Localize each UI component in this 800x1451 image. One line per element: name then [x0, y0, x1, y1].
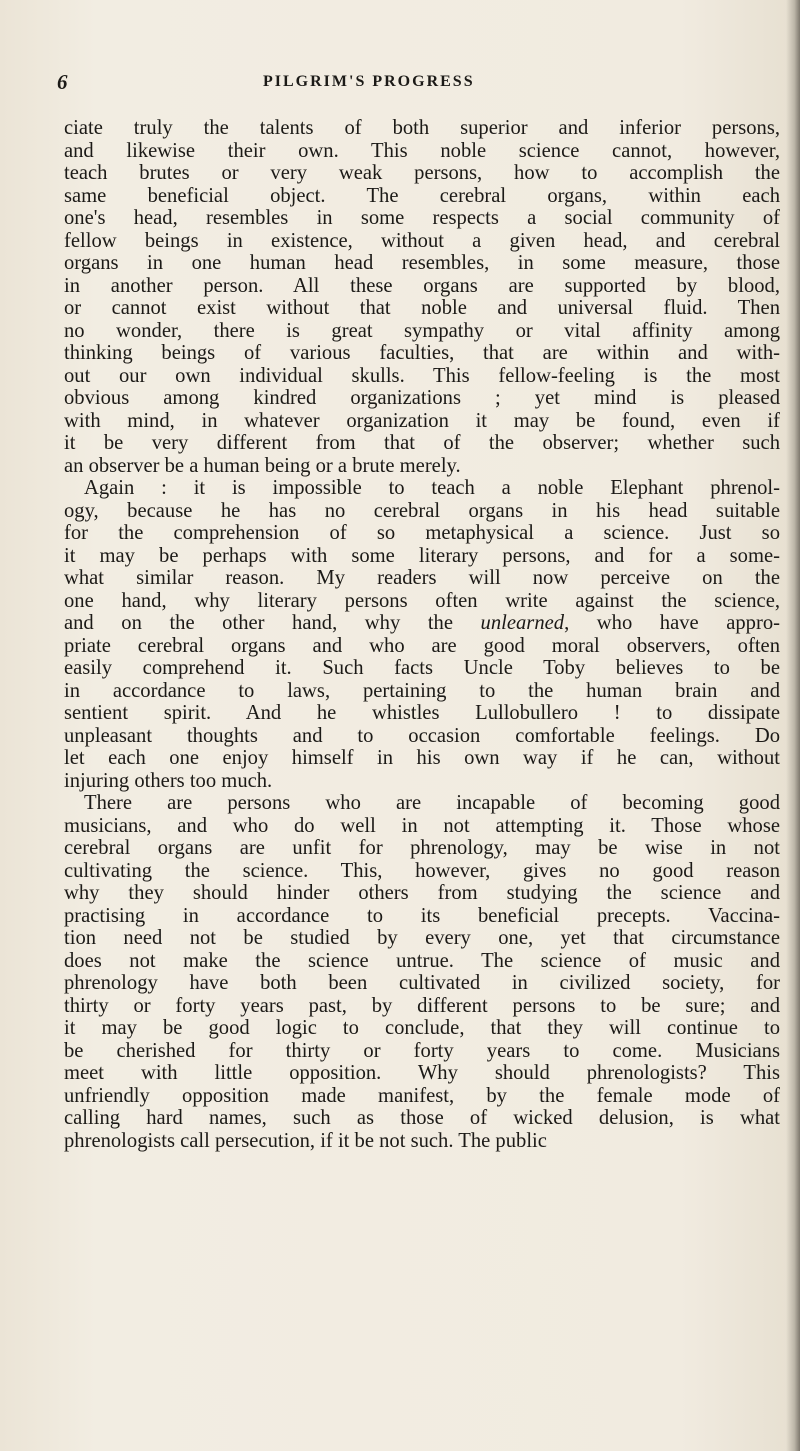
body-text — [64, 117, 780, 1152]
text-line: for the comprehension of so metaphysical a science. Just so — [64, 522, 780, 544]
text-segment: , who have appro- — [564, 612, 780, 634]
text-line: it may be good logic to conclude, that they will continue to — [64, 1017, 780, 1039]
text-line: teach brutes or very weak persons, how to accomplish the — [64, 162, 780, 184]
text-line: out our own individual skulls. This fellow-feeling is the most — [64, 364, 780, 387]
text-line: There are persons who are incapable of becoming good — [84, 792, 780, 814]
text-line: phrenologists call persecution, if it be not such. The public — [64, 1129, 547, 1152]
text-line: does not make the science untrue. The science of music and — [64, 949, 780, 972]
text-segment: and on the other hand, why the — [64, 612, 481, 634]
text-line: what similar reason. My readers will now perceive on the — [64, 567, 780, 589]
text-line: easily comprehend it. Such facts Uncle Toby believes to be — [64, 657, 780, 679]
text-line: in another person. All these organs are supported by blood, — [64, 274, 780, 297]
text-line: with mind, in whatever organization it may be found, even if — [64, 409, 780, 432]
text-line: an observer be a human being or a brute merely. — [64, 454, 461, 477]
text-line: obvious among kindred organizations ; yet mind is pleased — [64, 387, 780, 409]
text-line: calling hard names, such as those of wicked delusion, is what — [64, 1107, 780, 1129]
text-line: tion need not be studied by every one, yet that circumstance — [64, 927, 780, 949]
emphasized-word: unlearned — [480, 612, 565, 634]
page-header — [0, 70, 800, 100]
text-line: it be very different from that of the observer; whether such — [64, 432, 780, 454]
text-line: sentient spirit. And he whistles Lullobullero ! to dissipate — [64, 702, 780, 724]
text-line: practising in accordance to its beneficial precepts. Vaccina- — [64, 904, 780, 927]
running-head: PILGRIM'S PROGRESS — [263, 73, 475, 90]
text-line: one's head, resembles in some respects a social community of — [64, 207, 780, 229]
text-line: musicians, and who do well in not attempting it. Those whose — [64, 814, 780, 837]
text-line: fellow beings in existence, without a given head, and cerebral — [64, 229, 780, 252]
text-line: organs in one human head resembles, in some measure, those — [64, 252, 780, 274]
page-edge-shadow — [786, 0, 800, 1451]
text-line: ciate truly the talents of both superior and inferior persons, — [64, 117, 780, 139]
text-line: unpleasant thoughts and to occasion comfortable feelings. Do — [64, 724, 780, 747]
text-line: Again : it is impossible to teach a noble Elephant phrenol- — [84, 477, 780, 499]
page-number: 6 — [57, 70, 68, 94]
text-line: no wonder, there is great sympathy or vital affinity among — [64, 319, 780, 342]
text-line: let each one enjoy himself in his own way if he can, without — [64, 747, 780, 769]
text-line: ogy, because he has no cerebral organs in his head suitable — [64, 499, 780, 522]
text-line: meet with little opposition. Why should phrenologists? This — [64, 1062, 780, 1084]
text-line: in accordance to laws, pertaining to the human brain and — [64, 679, 780, 702]
text-line: injuring others too much. — [64, 769, 273, 792]
text-line: thinking beings of various faculties, that are within and with- — [64, 342, 780, 364]
text-line: it may be perhaps with some literary persons, and for a some- — [64, 544, 780, 567]
text-line: cerebral organs are unfit for phrenology, may be wise in not — [64, 837, 780, 859]
text-line: and likewise their own. This noble science cannot, however, — [64, 139, 780, 162]
text-line — [64, 612, 780, 635]
text-line: cultivating the science. This, however, gives no good reason — [64, 859, 780, 882]
text-line: or cannot exist without that noble and universal fluid. Then — [64, 297, 780, 319]
text-line: priate cerebral organs and who are good moral observers, often — [64, 634, 780, 657]
text-line: one hand, why literary persons often write against the science, — [64, 589, 780, 612]
text-line: why they should hinder others from studying the science and — [64, 882, 780, 904]
text-line: thirty or forty years past, by different persons to be sure; and — [64, 994, 780, 1017]
text-line: same beneficial object. The cerebral organs, within each — [64, 184, 780, 207]
text-line: phrenology have both been cultivated in civilized society, for — [64, 972, 780, 994]
text-line: be cherished for thirty or forty years to come. Musicians — [64, 1039, 780, 1062]
text-line: unfriendly opposition made manifest, by the female mode of — [64, 1084, 780, 1107]
